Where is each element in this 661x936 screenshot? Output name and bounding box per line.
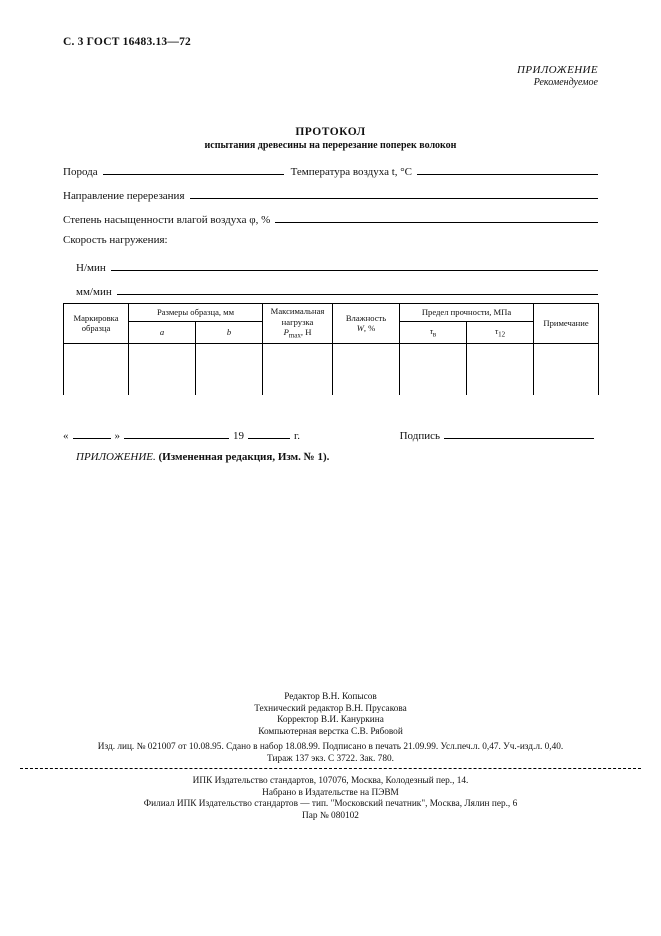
speed-mm-blank-line xyxy=(117,282,598,295)
close-quote: » xyxy=(114,430,120,442)
col-header-marking-line2: образца xyxy=(81,323,111,334)
publisher-line-3: Филиал ИПК Издательство стандартов — тип. "Московский печатник", Москва, Лялин пер., 6 xyxy=(143,799,518,809)
load-subscript: max xyxy=(288,332,301,341)
moisture-symbol: W xyxy=(356,323,364,334)
direction-label: Направление перерезания xyxy=(63,190,185,202)
table-empty-row xyxy=(64,343,599,395)
col-header-note: Примечание xyxy=(534,304,599,344)
signature-blank-line xyxy=(444,426,594,439)
col-header-marking xyxy=(64,304,129,344)
cell-note xyxy=(534,343,599,395)
day-blank-line xyxy=(73,426,111,439)
table-header-row-1 xyxy=(64,304,599,322)
cell-tau-12 xyxy=(467,343,534,395)
credit-proofreader: Корректор В.И. Кануркина xyxy=(277,715,384,725)
open-quote: « xyxy=(63,430,69,442)
annex-note: Рекомендуемое xyxy=(533,77,598,88)
imprint-line-2: Тираж 137 экз. С 3722. Зак. 780. xyxy=(267,753,394,764)
tau-w-subscript: в xyxy=(432,330,437,339)
annex-block xyxy=(517,64,598,88)
col-header-load-line2: нагрузка xyxy=(281,316,314,327)
publisher-line-2: Набрано в Издательстве на ПЭВМ xyxy=(262,787,399,798)
col-subheader-tau-w xyxy=(400,322,467,344)
amendment-text: (Измененная редакция, Изм. № 1). xyxy=(158,451,330,463)
col-subheader-b xyxy=(196,322,263,344)
year-blank-line xyxy=(248,426,290,439)
protocol-subtitle: испытания древесины на перерезание поперек волокон xyxy=(204,140,457,151)
form-block xyxy=(63,162,598,306)
cell-tau-w xyxy=(400,343,467,395)
credit-layout: Компьютерная верстка С.В. Рябовой xyxy=(258,726,403,737)
saturation-label: Степень насыщенности влагой воздуха φ, % xyxy=(63,214,271,226)
doc-reference: С. 3 ГОСТ 16483.13—72 xyxy=(63,36,191,48)
speed-n-blank-line xyxy=(111,258,598,271)
load-unit: , Н xyxy=(300,327,312,338)
saturation-blank-line xyxy=(275,210,598,223)
cell-moisture xyxy=(333,343,400,395)
amendment-note xyxy=(76,451,329,463)
cell-max-load xyxy=(263,343,333,395)
credits-block xyxy=(0,692,661,738)
moisture-unit: , % xyxy=(363,323,376,334)
direction-blank-line xyxy=(190,186,598,199)
cell-size-b xyxy=(196,343,263,395)
col-header-marking-line1: Маркировка xyxy=(73,312,119,323)
load-symbol: P xyxy=(283,327,289,338)
temperature-label: Температура воздуха t, °С xyxy=(290,166,413,178)
form-line-direction xyxy=(63,186,598,210)
form-line-speed xyxy=(63,234,598,258)
credit-technical-editor: Технический редактор В.Н. Прусакова xyxy=(254,703,407,714)
imprint-line-1: Изд. лиц. № 021007 от 10.08.95. Сдано в набор 18.08.99. Подписано в печать 21.09.99. Усл.печ.л. 0,47. Уч.-изд.л. 0,40. xyxy=(97,742,564,752)
form-line-saturation xyxy=(63,210,598,234)
signoff-line xyxy=(63,426,598,442)
publisher-block xyxy=(0,776,661,822)
size-b-symbol: b xyxy=(226,327,232,338)
temperature-blank-line xyxy=(417,162,598,175)
amendment-prefix: ПРИЛОЖЕНИЕ. xyxy=(76,451,156,463)
annex-title: ПРИЛОЖЕНИЕ xyxy=(517,64,598,76)
col-header-load-line1: Максимальная xyxy=(270,306,325,316)
signature-label: Подпись xyxy=(399,430,440,442)
breed-blank-line xyxy=(103,162,284,175)
form-line-breed-temperature xyxy=(63,162,598,186)
publisher-line-1: ИПК Издательство стандартов, 107076, Москва, Колодезный пер., 14. xyxy=(192,776,469,786)
col-header-sizes: Размеры образца, мм xyxy=(129,304,263,322)
cell-size-a xyxy=(129,343,196,395)
publisher-line-4: Пар № 080102 xyxy=(302,810,359,821)
imprint-block xyxy=(40,742,621,765)
col-header-max-load xyxy=(263,304,333,344)
protocol-table xyxy=(63,303,599,395)
size-a-symbol: a xyxy=(159,327,165,338)
speed-mm-label: мм/мин xyxy=(76,286,112,298)
breed-label: Порода xyxy=(63,166,98,178)
col-header-strength: Предел прочности, МПа xyxy=(400,304,534,322)
tau-12-subscript: 12 xyxy=(498,330,506,339)
dashed-divider xyxy=(20,768,641,769)
credit-editor: Редактор В.Н. Копысов xyxy=(284,692,377,702)
month-blank-line xyxy=(124,426,229,439)
protocol-title: ПРОТОКОЛ xyxy=(295,126,366,138)
title-block xyxy=(0,126,661,151)
speed-n-label: Н/мин xyxy=(76,262,106,274)
col-header-moisture xyxy=(333,304,400,344)
year-prefix: 19 xyxy=(233,430,244,442)
cell-marking xyxy=(64,343,129,395)
speed-label: Скорость нагружения: xyxy=(63,234,168,246)
year-suffix: г. xyxy=(294,430,301,442)
col-header-moisture-line1: Влажность xyxy=(345,312,387,323)
col-subheader-a xyxy=(129,322,196,344)
form-line-speed-n xyxy=(76,258,598,282)
tau-w-symbol: τ xyxy=(429,325,433,336)
col-subheader-tau-12 xyxy=(467,322,534,344)
tau-12-symbol: τ xyxy=(494,325,499,336)
